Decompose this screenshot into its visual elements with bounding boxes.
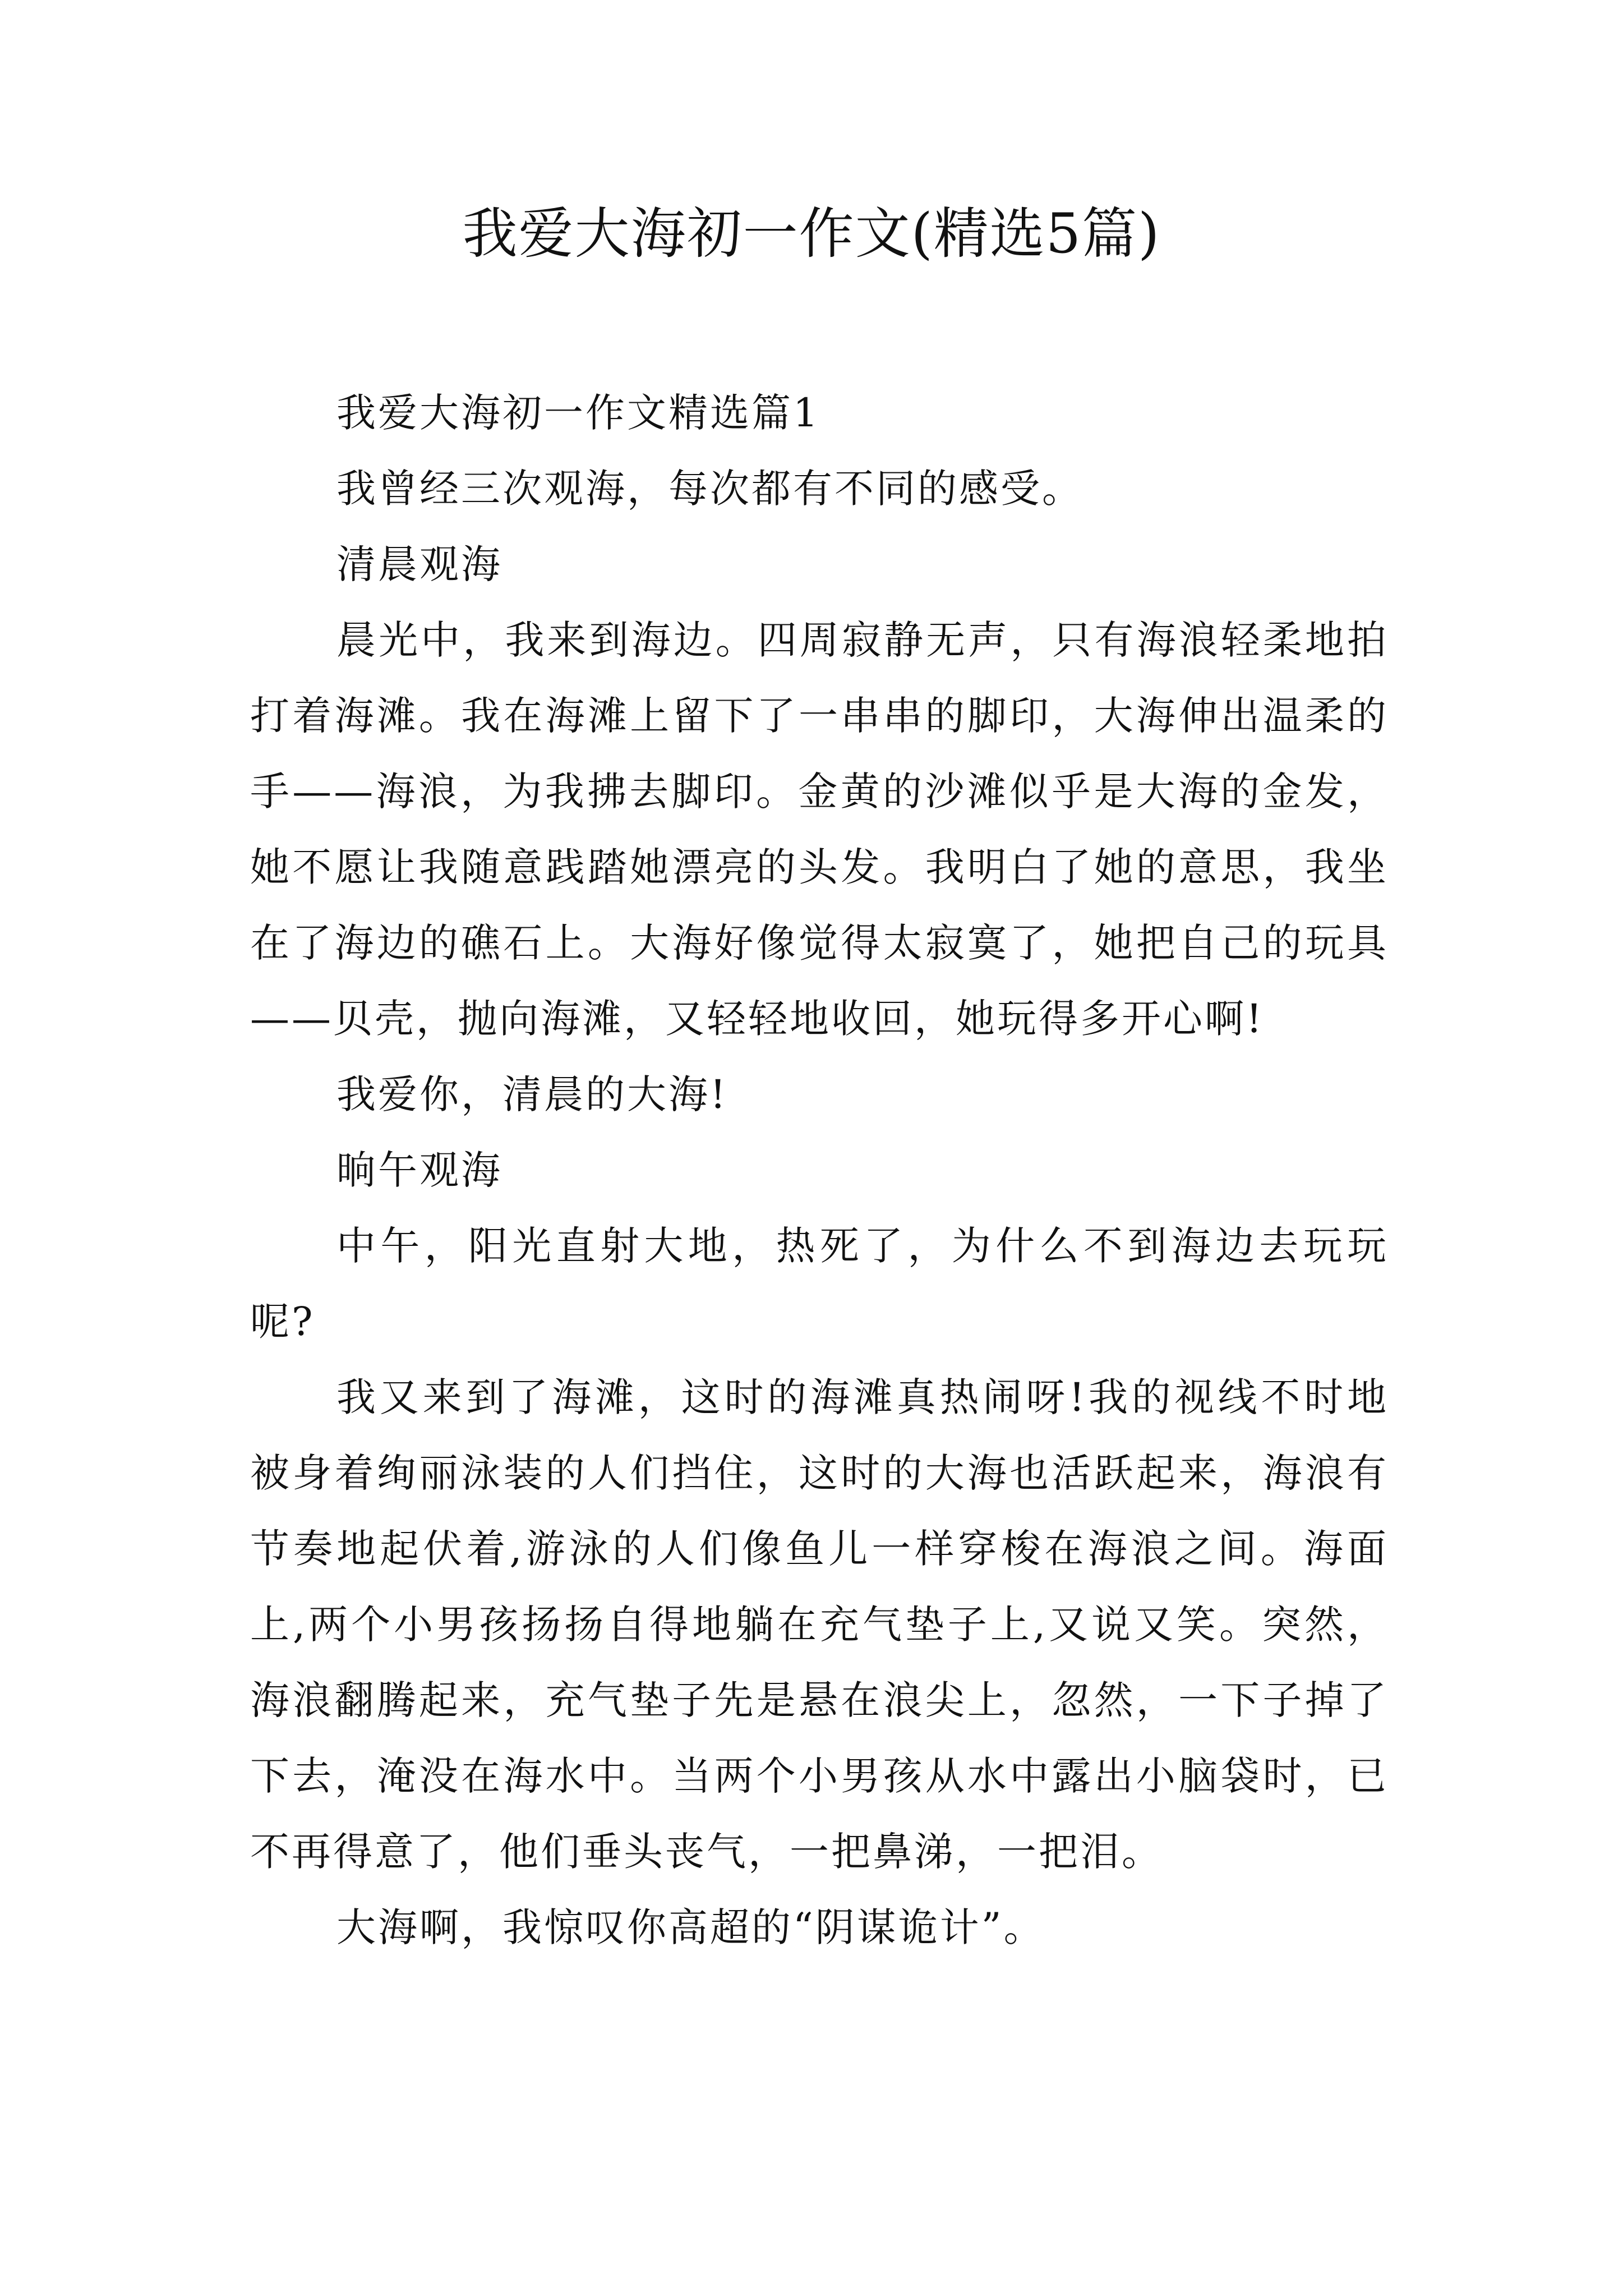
subheading: 清晨观海 (336, 541, 502, 587)
document-body (250, 375, 1389, 1966)
section-heading: 我爱大海初一作文精选篇1 (336, 390, 820, 436)
paragraph: 我爱你，清晨的大海! (336, 1071, 728, 1117)
paragraph: 我又来到了海滩，这时的海滩真热闹呀!我的视线不时地被身着绚丽泳装的人们挡住，这时的大海也活跃起来，海浪有节奏地起伏着,游泳的人们像鱼儿一样穿梭在海浪之间。海面上,两个小男孩扬扬自得地躺在充气垫子上,又说又笑。突然，海浪翻腾起来，充气垫子先是悬在浪尖上，忽然，一下子掉了下去，淹没在海水中。当两个小男孩从水中露出小脑袋时，已不再得意了，他们垂头丧气，一把鼻涕，一把泪。 (250, 1374, 1389, 1875)
paragraph: 大海啊，我惊叹你高超的“阴谋诡计”。 (336, 1904, 1045, 1950)
subheading: 晌午观海 (336, 1147, 502, 1193)
paragraph: 我曾经三次观海，每次都有不同的感受。 (336, 466, 1083, 512)
paragraph: 中午，阳光直射大地，热死了，为什么不到海边去玩玩呢? (250, 1223, 1389, 1345)
paragraph: 晨光中，我来到海边。四周寂静无声，只有海浪轻柔地拍打着海滩。我在海滩上留下了一串串的脚印，大海伸出温柔的手——海浪，为我拂去脚印。金黄的沙滩似乎是大海的金发，她不愿让我随意践踏她漂亮的头发。我明白了她的意思，我坐在了海边的礁石上。大海好像觉得太寂寞了，她把自己的玩具——贝壳，抛向海滩，又轻轻地收回，她玩得多开心啊! (250, 617, 1389, 1042)
document-title: 我爱大海初一作文(精选5篇) (462, 202, 1161, 266)
